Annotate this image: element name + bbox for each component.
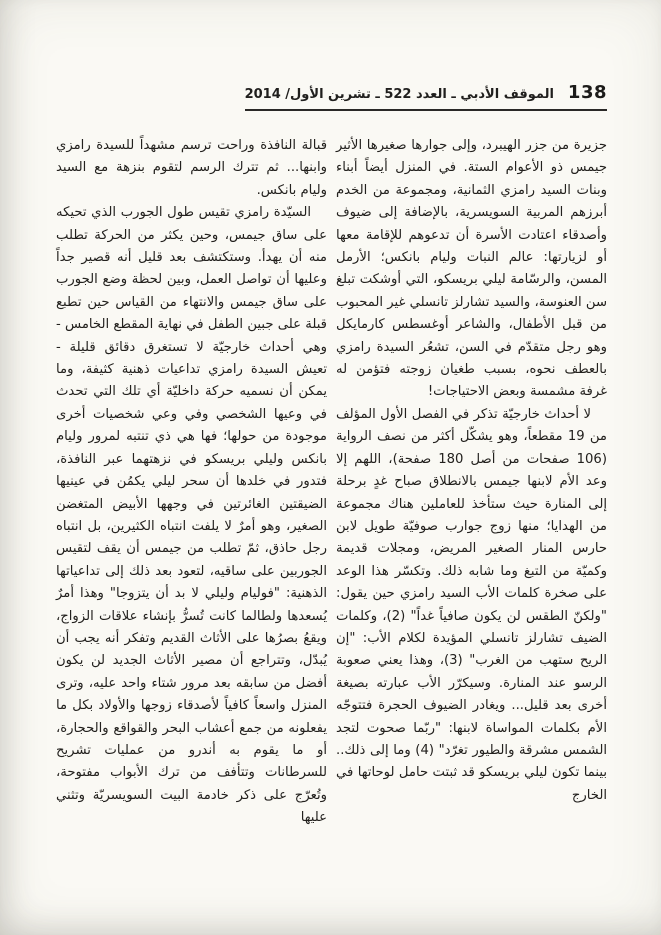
journal-title: الموقف الأدبي ـ العدد 522 ـ تشرين الأول/ 2014: [244, 87, 554, 102]
paragraph: لا أحداث خارجيّة تذكر في الفصل الأول المؤلف من 19 مقطعاً، وهو يشكّل أكثر من نصف الرواية (106 صفحات من أصل 180 صفحة)، اللهم إلا وعد الأم لابنها جيمس بالانطلاق صباح غدٍ برحلة إلى المنارة حيث ستأخذ للعاملين هناك مجموعة من الهدايا؛ منها زوج جوارب صوفيّة طويل لابن حارس المنار الصغير المريض، ومجلات قديمة وكميّة من التبغ وما شابه ذلك. وتكسّر هذا الوعد على صخرة كلمات الأب السيد رامزي حين يقول: "ولكنّ الطقس لن يكون صافياً غداً" (2)، وكلمات الضيف تشارلز تانسلي المؤيدة لكلام الأب: "إن الريح ستهب من الغرب" (3)، وهذا يعني صعوبة الرسو عند المنارة. وسيكرّر الأب عبارته بصيغة أخرى بعد قليل... ويغادر الضيوف الحجرة فتتوجّه الأم بكلمات المواساة لابنها: "ربّما صحوت لتجد الشمس مشرقة والطيور تغرّد" (4) وما إلى ذلك.. بينما تكون ليلي بريسكو قد ثبتت حامل لوحاتها في الخارج: [336, 406, 608, 803]
page-header: [245, 82, 607, 111]
text-column-left: [56, 135, 327, 830]
text-column-right: [336, 135, 607, 807]
paragraph: السيّدة رامزي تقيس طول الجورب الذي تحيكه على ساق جيمس، وحين يكثر من الحركة تطلب منه أن يهدأ. وستكتشف بعد قليل أنه قصير جداً وعليها أن تواصل العمل، وبين لحظة وضع الجورب على ساق جيمس والانتهاء من القياس حين تطبع قبلة على جبين الطفل في نهاية المقطع الخامس - وهي أحداث خارجيّة لا تستغرق دقائق قليلة - تعيش السيدة رامزي تداعيات ذهنية كثيفة، وما يمكن أن نسميه حركة داخليّة أي تلك التي تحدث في وعيها الشخصي وفي وعي شخصيات أخرى موجودة من حولها؛ فها هي ذي تنتبه لمرور وليام بانكس وليلي بريسكو في نزهتهما عبر النافذة، فتدور في خلدها أن سحر ليلي يكمُن في عينيها الضيقتين الغائرتين في وجهها الأبيض المتغضن الصغير، وهو أمرٌ لا يلفت انتباه الكثيرين، بل انتباه رجل حاذق، ثمّ تطلب من جيمس أن يقف لتقيس الجوربين على ساقيه، لتعود بعد ذلك إلى تداعياتها الذهنية: "فوليام وليلي لا بد أن يتزوجا" وهذا أمرٌ يُسعدها ولطالما كانت تُسرُّ بإنشاء علاقات الزواج، ويقعُ بصرُها على الأثاث القديم وتفكر أنه يجب أن يُبدّل، وتتراجع أن مصير الأثاث الجديد لن يكون أفضل من سابقه بعد مرور شتاء واحد عليه، وترى المنزل واسعاً كافياً لأصدقاء زوجها والأولاد بكل ما يفعلونه من جمع أعشاب البحر والقواقع والحجارة، أو ما يقوم به أندرو من عمليات تشريح للسرطانات وتتأفف من ترك الأبواب مفتوحة، وتُعرّج على ذكر خادمة البيت السويسريّة وتثني عليها: [56, 205, 327, 826]
paragraph: قبالة النافذة وراحت ترسم مشهداً للسيدة رامزي وابنها... ثم تترك الرسم لتقوم بنزهة مع السيد وليام بانكس.: [56, 138, 327, 198]
paragraph: جزيرة من جزر الهيبرد، وإلى جوارها صغيرها الأثير جيمس ذو الأعوام الستة. في المنزل أيضاً أبناء وبنات السيد رامزي الثمانية، ومجموعة من الخدم أبرزهم المربية السويسرية، بالإضافة إلى ضيوف وأصدقاء اعتادت الأسرة أن تدعوهم للإقامة معها أو لزيارتها: عالم النبات وليام بانكس؛ الأرمل المسن، والرسّامة ليلي بريسكو، التي أوشكت تبلغ سن العنوسة، والسيد تشارلز تانسلي غير المحبوب من قبل الأطفال، والشاعر أوغسطس كارمايكل وهو رجل متقدّم في السن، تشعُر السيدة رامزي بالعطف نحوه، بسبب طغيان زوجته فتؤمن له غرفة مشمسة وبعض الاحتياجات!: [336, 138, 607, 400]
page-number: 138: [567, 82, 607, 103]
